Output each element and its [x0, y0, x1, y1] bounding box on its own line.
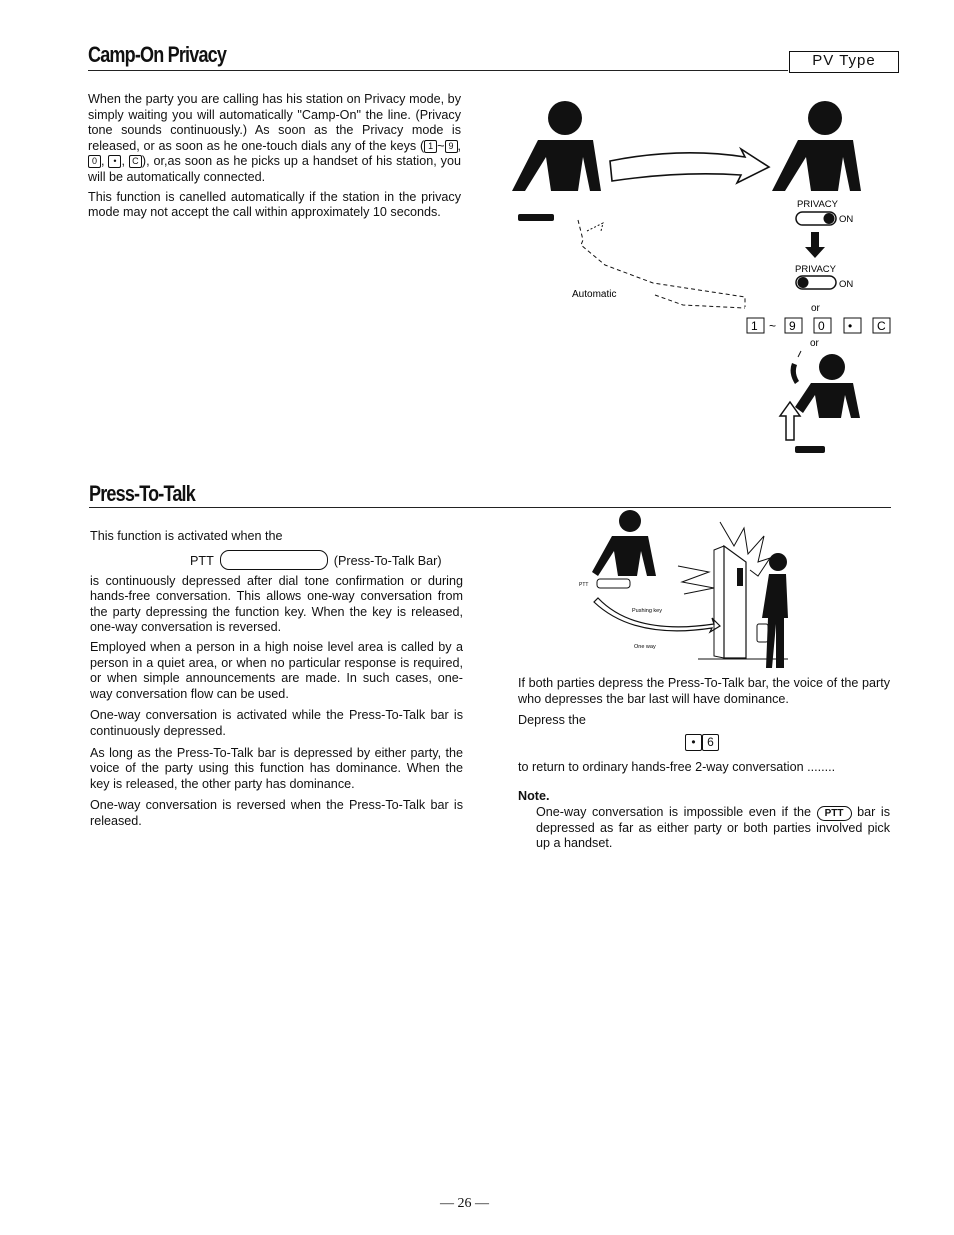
- listener-person-icon: [762, 553, 788, 668]
- keys-row-icon: [747, 318, 890, 333]
- camp-on-diagram: [505, 95, 905, 460]
- on-label-1: ON: [839, 214, 854, 225]
- key-dot-icon: •: [685, 734, 702, 751]
- ptt-para-5: One-way conversation is reversed when the Press-To-Talk bar is released.: [90, 798, 463, 828]
- key-1-icon: 1: [424, 140, 437, 153]
- return-text: to return to ordinary hands-free 2-way conversation ........: [518, 760, 836, 775]
- ptt-intro: This function is activated when the: [90, 529, 283, 543]
- privacy-label-2: PRIVACY: [795, 264, 837, 275]
- svg-text:~: ~: [769, 319, 777, 333]
- camp-on-para-2: This function is canelled automatically if the station in the privacy mode may not accept the call within approximately 10 seconds.: [88, 189, 461, 220]
- ptt-label: PTT: [190, 553, 214, 568]
- depress-the-text: Depress the: [518, 713, 586, 728]
- key-9-icon: 9: [445, 140, 458, 153]
- pushing-key-label: Pushing key: [632, 608, 662, 614]
- ptt-diagram: [574, 506, 804, 671]
- ptt-para-3: One-way conversation is activated while the Press-To-Talk bar is continuously depressed.: [90, 708, 463, 738]
- caller-person-icon: [512, 101, 601, 221]
- ptt-para-4: As long as the Press-To-Talk bar is depressed by either party, the voice of the party using this function has dominance. When the key is released, the other party has dominance.: [90, 745, 463, 791]
- note-title: Note.: [518, 788, 550, 803]
- svg-text:9: 9: [789, 319, 796, 333]
- camp-on-text-a: When the party you are calling has his station on Privacy mode, by simply waiting you will automatically "Camp-On" the line. (Privacy tone sounds continuously.) As soon as the Privacy mode is released, or as soon as he one-touch dials any of the keys (: [88, 92, 461, 153]
- right-arrow-icon: [610, 149, 769, 183]
- page-number: — 26 —: [440, 1196, 489, 1211]
- ptt-bar-caption: (Press-To-Talk Bar): [333, 553, 442, 568]
- camp-on-description: [88, 92, 461, 221]
- or-label-1: or: [811, 303, 820, 314]
- one-way-label: One way: [634, 644, 656, 650]
- ptt-bar-icon: [220, 550, 328, 570]
- ptt-para-2: Employed when a person in a high noise level area is called by a person in a quiet area, or when no particular response is required, or when simple announcements are made. In such cases, one-way conversation flow can be used.: [90, 639, 463, 701]
- svg-text:•: •: [848, 319, 853, 333]
- pv-type-badge: PV Type: [789, 51, 899, 73]
- ptt-dominance-text: If both parties depress the Press-To-Talk bar, the voice of the party who depresses the bar last will have dominance.: [518, 676, 890, 706]
- speaker-unit-icon: [714, 546, 768, 658]
- on-label-2: ON: [839, 279, 854, 290]
- handset-person-icon: [791, 351, 860, 418]
- down-arrow-icon: [805, 232, 825, 258]
- handset-bar-icon: [795, 446, 825, 453]
- automatic-label: Automatic: [572, 289, 617, 300]
- section-title-camp-on-privacy: Camp-On Privacy: [88, 42, 227, 67]
- privacy-label-1: PRIVACY: [797, 199, 839, 210]
- ptt-person-icon: [592, 510, 656, 576]
- ptt-bar-line: [90, 550, 463, 570]
- svg-text:0: 0: [818, 319, 825, 333]
- note-ptt-key-icon: PTT: [817, 806, 852, 821]
- note-text-a: One-way conversation is impossible even if the: [536, 804, 812, 819]
- ptt-para-1: is continuously depressed after dial tone confirmation or during hands-free conversation. This allows one-way conversation from the party depressing the function key. When the key is released, one-way conversation is reversed.: [90, 573, 463, 635]
- return-keys-line: [518, 734, 890, 752]
- one-way-arrow-icon: [594, 598, 720, 632]
- note-text-b: bar is depressed as far as either party or both parties involved pick up a handset.: [536, 804, 891, 851]
- or-label-2: or: [810, 338, 819, 349]
- ptt-small-label: PTT: [579, 582, 589, 588]
- callee-person-icon: [772, 101, 861, 191]
- title-rule: [88, 70, 788, 71]
- note-text: [518, 805, 890, 852]
- range-tilde: ~: [437, 138, 445, 153]
- camp-on-text-b: ), or,as soon as he picks up a handset of his station, you will be automatically connected.: [88, 154, 461, 184]
- ptt-key-icon: [597, 579, 630, 588]
- svg-text:1: 1: [751, 319, 758, 333]
- camp-on-para-1: When the party you are calling has his station on Privacy mode, by simply waiting you will automatically "Camp-On" the line. (Privacy tone sounds continuously.) As soon as the Privacy mode is released, or as soon as he one-touch dials any of the keys ( 1 ~ 9 , 0 , • , C ), or,as soon as he picks up a handset of his station, you will be automatically connected.: [88, 92, 461, 184]
- key-0-icon: 0: [88, 155, 101, 168]
- ptt-description: [90, 529, 463, 830]
- svg-text:C: C: [877, 319, 886, 333]
- key-6-icon: 6: [702, 734, 719, 751]
- section-title-press-to-talk: Press-To-Talk: [89, 481, 195, 506]
- key-c-icon: C: [129, 155, 142, 168]
- key-dot-icon: •: [108, 155, 121, 168]
- ptt-right-column: [518, 676, 890, 852]
